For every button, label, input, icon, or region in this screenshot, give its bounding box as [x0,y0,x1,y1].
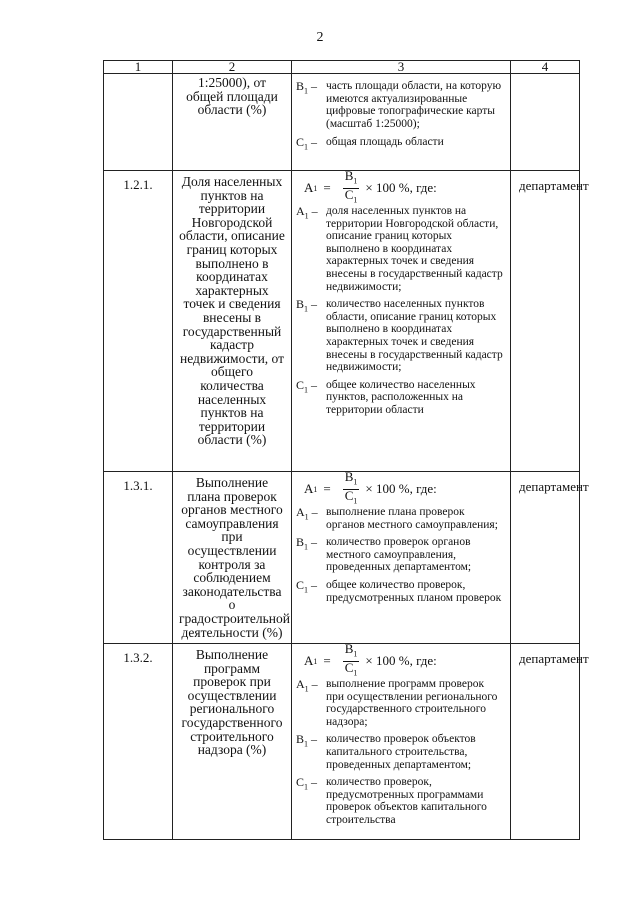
cell-responsible [511,74,580,171]
responsible-department: департамент [511,472,580,644]
table-row [104,644,580,840]
definition-a1: $A_1$ – доля населенных пунктов на территории Новгородской области, описание границ которых выполнено в координатах характерных точек и сведения внесены в государственный кадастр недвижимости; [296,204,503,293]
header-col-2: 2 [173,61,292,74]
indicator-name: 1:25000), от общей площади области (%) [173,74,292,171]
cell-method [292,167,511,472]
indicator-name: Выполнение программ проверок при осуществлении регионального государственного строительного надзора (%) [173,644,292,840]
indicator-number: 1.2.1. [104,171,173,472]
table-row [104,472,580,644]
table-row [104,171,580,472]
responsible-department: департамент [511,644,580,840]
definition-b1: $B_1$ – часть площади области, на которую имеются актуализированные цифровые топографические карты (масштаб 1:25000); [296,79,502,130]
responsible-department: департамент [511,171,580,472]
indicator-table [103,59,589,840]
definition-c1: $C_1$ – общее количество населенных пунктов, расположенных на территории области [296,377,476,416]
header-col-1: 1 [104,61,173,74]
formula: A 1 = $\frac{B_1}{C_1}$ × 100 %, где: [304,468,437,506]
cell-method [292,468,511,644]
formula: A 1 = $\frac{B_1}{C_1}$ × 100 %, где: [304,167,437,205]
indicator-number: 1.3.2. [104,644,173,840]
definition-c1: $C_1$ – общая площадь области [296,135,444,152]
definition-a1: $A_1$ – выполнение программ проверок при осуществлении регионального государственного строительного надзора; [296,677,498,728]
table-row-continuation [104,74,580,171]
cell-number [104,74,173,171]
formula: A 1 = $\frac{B_1}{C_1}$ × 100 %, где: [304,640,437,678]
definition-c1: $C_1$ – количество проверок, предусмотренных программами проверок объектов капитального строительства [296,775,487,826]
cell-method [292,74,511,171]
indicator-name: Доля населенных пунктов на территории Новгородской области, описание границ которых выполнено в координатах характерных точек и сведения внесены в государственный кадастр недвижимости, от общего количества населенных пунктов на территории области (%) [173,171,292,472]
definition-b1: $B_1$ – количество проверок объектов капитального строительства, проведенных департаментом; [296,732,476,771]
table-header-row [104,61,580,74]
cell-method [292,640,511,840]
definition-b1: $B_1$ – количество населенных пунктов области, описание границ которых выполнено в координатах характерных точек и сведения внесены в государственный кадастр недвижимости; [296,297,503,374]
page-number: 2 [316,30,324,45]
definition-c1: $C_1$ – общее количество проверок, предусмотренных планом проверок [296,577,502,604]
indicator-number: 1.3.1. [104,472,173,644]
definition-a1: $A_1$ – выполнение плана проверок органов местного самоуправления; [296,505,498,531]
header-col-4: 4 [511,61,580,74]
indicator-name: Выполнение плана проверок органов местного самоуправления при осуществлении контроля за соблюдением законодательства о градостроительной деятельности (%) [173,472,292,644]
definition-b1: $B_1$ – количество проверок органов местного самоуправления, проведенных департаментом; [296,535,472,574]
header-col-3: 3 [292,61,511,74]
